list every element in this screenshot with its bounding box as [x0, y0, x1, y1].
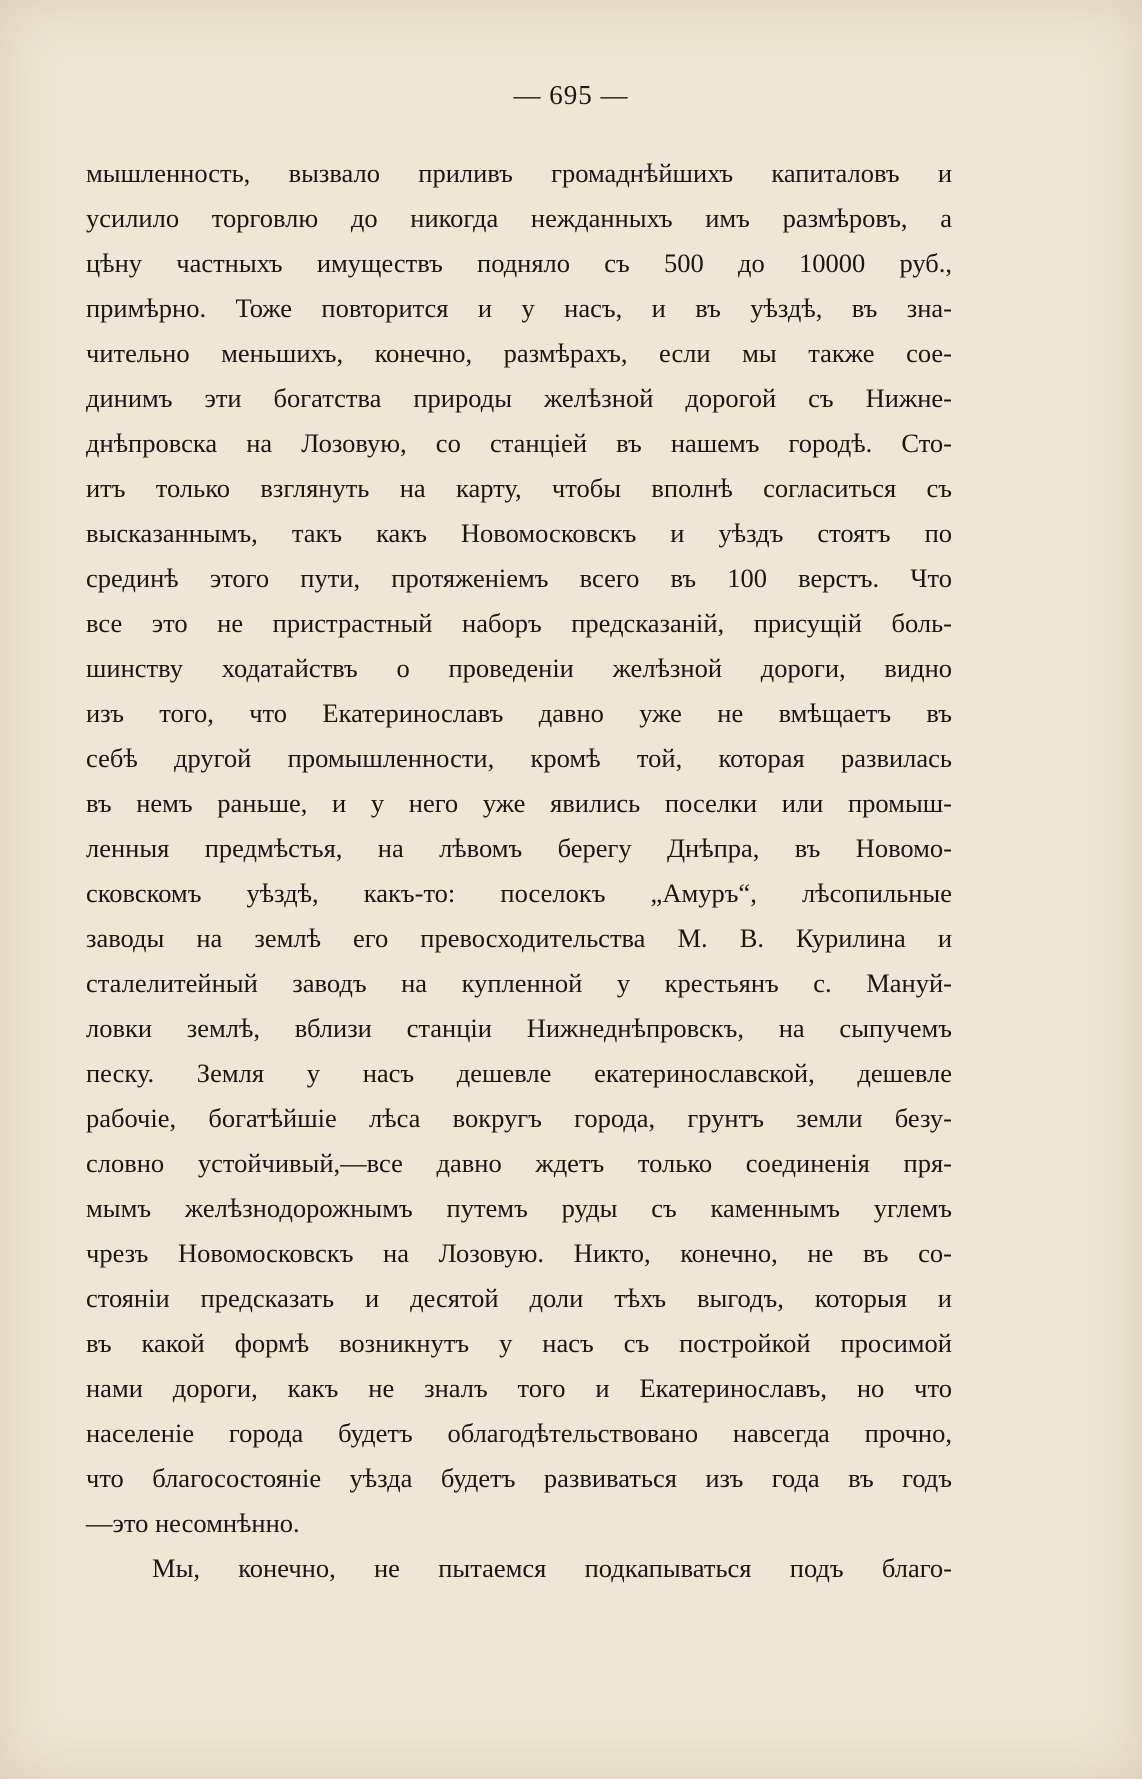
text-line: усилило торговлю до никогда нежданныхъ имъ размѣровъ, а	[86, 203, 952, 233]
text-line: что благосостояніе уѣзда будетъ развиваться изъ года въ годъ	[86, 1463, 952, 1493]
text-line: все это не пристрастный наборъ предсказаній, присущій боль-	[86, 608, 952, 638]
text-line: себѣ другой промышленности, кромѣ той, которая развилась	[86, 743, 952, 773]
paragraph-end-line: —это несомнѣнно.	[86, 1508, 300, 1538]
text-line: шинству ходатайствъ о проведеніи желѣзной дороги, видно	[86, 653, 952, 683]
text-line: цѣну частныхъ имуществъ подняло съ 500 до 10000 руб.,	[86, 248, 952, 278]
body-text	[86, 151, 952, 1591]
page-number: — 695 —	[513, 80, 629, 110]
text-line: стояніи предсказать и десятой доли тѣхъ выгодъ, которыя и	[86, 1283, 952, 1313]
text-line: ленныя предмѣстья, на лѣвомъ берегу Днѣпра, въ Новомо-	[86, 833, 952, 863]
text-line: въ какой формѣ возникнутъ у насъ съ постройкой просимой	[86, 1328, 952, 1358]
text-line: сталелитейный заводъ на купленной у крестьянъ с. Мануй-	[86, 968, 952, 998]
text-line: рабочіе, богатѣйшіе лѣса вокругъ города, грунтъ земли безу-	[86, 1103, 952, 1133]
text-line: песку. Земля у насъ дешевле екатеринославской, дешевле	[86, 1058, 952, 1088]
text-line: итъ только взглянуть на карту, чтобы вполнѣ согласиться съ	[86, 473, 952, 503]
text-line: мышленность, вызвало приливъ громаднѣйшихъ капиталовъ и	[86, 158, 952, 188]
text-line: нами дороги, какъ не зналъ того и Екатеринославъ, но что	[86, 1373, 952, 1403]
text-line: днѣпровска на Лозовую, со станціей въ нашемъ городѣ. Сто-	[86, 428, 952, 458]
text-line: срединѣ этого пути, протяженіемъ всего въ 100 верстъ. Что	[86, 563, 952, 593]
text-line: примѣрно. Тоже повторится и у насъ, и въ уѣздѣ, въ зна-	[86, 293, 952, 323]
text-line: ловки землѣ, вблизи станціи Нижнеднѣпровскъ, на сыпучемъ	[86, 1013, 952, 1043]
text-line: высказаннымъ, такъ какъ Новомосковскъ и уѣздъ стоятъ по	[86, 518, 952, 548]
text-line: динимъ эти богатства природы желѣзной дорогой съ Нижне-	[86, 383, 952, 413]
text-line: сковскомъ уѣздѣ, какъ-то: поселокъ „Амуръ“, лѣсопильные	[86, 878, 952, 908]
text-line: заводы на землѣ его превосходительства М. В. Курилина и	[86, 923, 952, 953]
text-line: словно устойчивый,—все давно ждетъ только соединенія пря-	[86, 1148, 952, 1178]
next-paragraph-first-line: Мы, конечно, не пытаемся подкапываться подъ благо-	[152, 1553, 952, 1583]
text-line: населеніе города будетъ облагодѣтельствовано навсегда прочно,	[86, 1418, 952, 1448]
text-line: мымъ желѣзнодорожнымъ путемъ руды съ каменнымъ углемъ	[86, 1193, 952, 1223]
text-line: чительно меньшихъ, конечно, размѣрахъ, если мы также сое-	[86, 338, 952, 368]
text-line: изъ того, что Екатеринославъ давно уже не вмѣщаетъ въ	[86, 698, 952, 728]
text-line: въ немъ раньше, и у него уже явились поселки или промыш-	[86, 788, 952, 818]
text-line: чрезъ Новомосковскъ на Лозовую. Никто, конечно, не въ со-	[86, 1238, 952, 1268]
